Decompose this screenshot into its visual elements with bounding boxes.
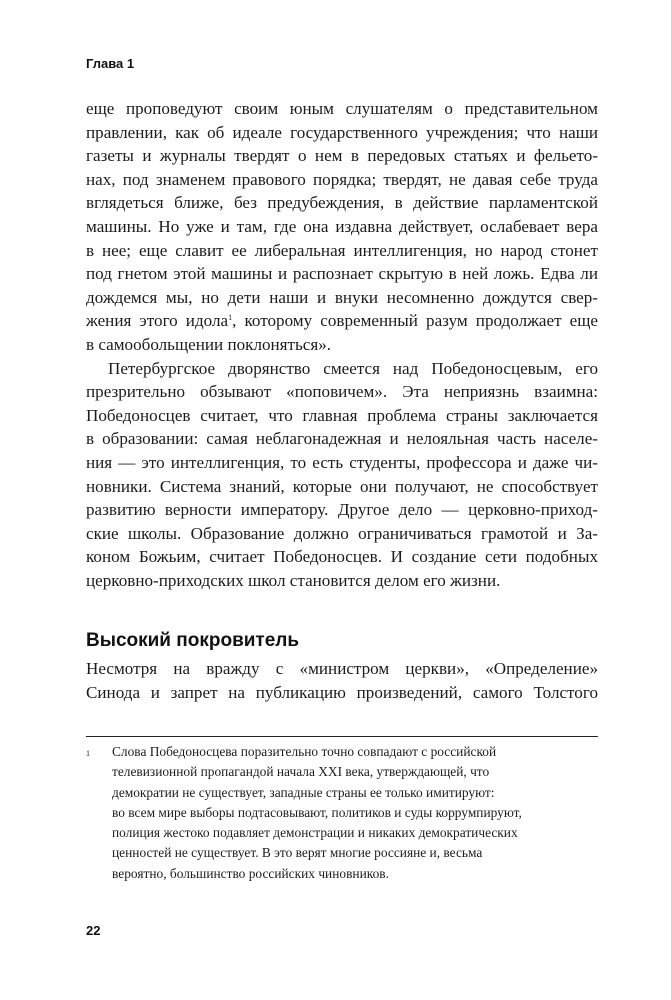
footnote-line: вероятно, большинство российских чиновников. bbox=[112, 865, 389, 881]
paragraph-3 bbox=[86, 657, 598, 704]
footnote-line: демократии не существует, западные страны ее только имитируют: bbox=[112, 784, 495, 800]
paragraph-1 bbox=[86, 97, 598, 592]
footnote-line: полиция жестоко подавляет демонстрации и никаких демократических bbox=[112, 825, 518, 841]
text-line: в самообольщении поклоняться». bbox=[86, 334, 332, 354]
text-line: в образовании: самая неблагонадежная и нелояльная часть населе- bbox=[86, 429, 598, 449]
footnote-line: во всем мире выборы подтасовывают, политиков и суды коррумпируют, bbox=[112, 804, 522, 820]
footnote-line: телевизионной пропагандой начала XXI века, утверждающей, что bbox=[112, 764, 490, 780]
text-line: презрительно обзывают «поповичем». Эта неприязнь взаимна: bbox=[86, 382, 598, 402]
text-line: церковно-приходских школ становится делом его жизни. bbox=[86, 570, 501, 590]
text-line: ские школы. Образование должно ограничиваться грамотой и За- bbox=[86, 523, 598, 543]
running-head: Глава 1 bbox=[86, 56, 135, 71]
footnote-line: ценностей не существует. В это верят многие россияне и, весьма bbox=[112, 845, 483, 861]
text-line: новники. Система знаний, которые они получают, не способствует bbox=[86, 476, 598, 496]
text-line: Несмотря на вражду с «министром церкви», «Определение» bbox=[86, 659, 598, 678]
text-line-with-footnote bbox=[86, 309, 598, 333]
footnote-line: Слова Победоносцева поразительно точно совпадают с российской bbox=[112, 744, 497, 759]
text-line: газеты и журналы твердят о нем в передовых статьях и фельето- bbox=[86, 146, 598, 166]
text-line: еще проповедуют своим юным слушателям о представительном bbox=[86, 99, 598, 118]
footnote-divider bbox=[86, 736, 598, 737]
text-line: Победоносцев считает, что главная проблема страны заключается bbox=[86, 405, 598, 425]
text-line: под гнетом этой машины и распознает скрытую в ней ложь. Едва ли bbox=[86, 264, 598, 284]
text-line: ния — это интеллигенция, то есть студенты, профессора и даже чи- bbox=[86, 452, 598, 472]
section-heading: Высокий покровитель bbox=[86, 630, 300, 651]
footnote bbox=[86, 742, 598, 884]
text-line: в нее; еще славит ее либеральная интеллигенция, но народ стонет bbox=[86, 240, 598, 260]
text-line: нах, под знаменем правового порядка; твердят, не давая себе труда bbox=[86, 169, 598, 189]
text-line: Петербургское дворянство смеется над Победоносцевым, его bbox=[108, 358, 598, 378]
text-line: развитию верности императору. Другое дело — церковно-приход- bbox=[86, 500, 598, 520]
footnote-text bbox=[112, 742, 598, 884]
footnote-reference[interactable]: 1 bbox=[228, 313, 233, 323]
text-line: машины. Но уже и там, где она издавна действует, ослабевает вера bbox=[86, 216, 598, 236]
text-line: вглядеться ближе, без предубеждения, в действие парламентской bbox=[86, 193, 598, 213]
text-line: Синода и запрет на публикацию произведений, самого Толстого bbox=[86, 682, 598, 702]
text-line: коном Божьим, считает Победоносцев. И создание сети подобных bbox=[86, 547, 598, 567]
text-line: правлении, как об идеале государственного учреждения; что наши bbox=[86, 122, 598, 142]
text-fragment: жения этого идола bbox=[86, 311, 229, 331]
footnote-marker: 1 bbox=[86, 749, 90, 758]
page-number: 22 bbox=[86, 923, 101, 938]
text-fragment: , которому современный разум продолжает еще bbox=[232, 311, 599, 331]
text-line: дождемся мы, но дети наши и внуки несомненно дождутся свер- bbox=[86, 287, 598, 307]
